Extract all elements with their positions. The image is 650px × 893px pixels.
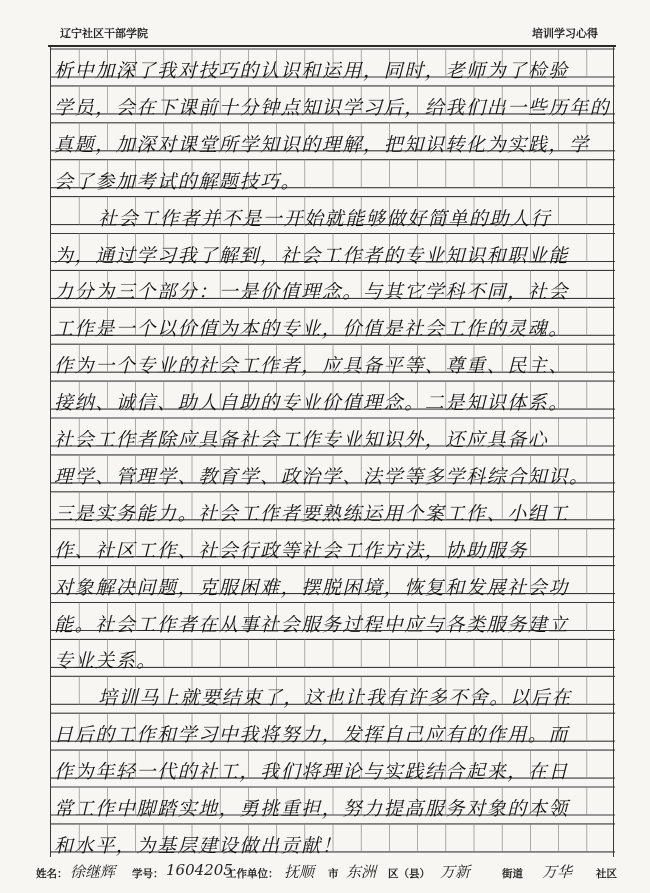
document-type: 培训学习心得 (532, 27, 598, 40)
student-no-label: 学号： (132, 868, 164, 880)
community-suffix: 社区 (596, 868, 617, 880)
city-suffix: 市 (328, 868, 339, 880)
city-value: 抚顺 (284, 863, 315, 881)
text-line: 社会工作者并不是一开始就能够做好简单的助人行 (98, 207, 552, 230)
page-footer (36, 860, 626, 884)
unit-label: 工作单位： (226, 868, 279, 880)
text-line: 接纳、诚信、助人自助的专业价值理念。二是知识体系。 (54, 392, 570, 415)
name-value: 徐继辉 (70, 863, 116, 881)
street-value: 万新 (440, 863, 471, 881)
text-line: 对象解决问题，克服困难，摆脱困境，恢复和发展社会功 (54, 576, 570, 599)
page-header (48, 22, 604, 42)
text-line: 社会工作者除应具备社会工作专业知识外，还应具备心 (54, 429, 549, 451)
text-line: 作、社区工作、社会行政等社会工作方法，协助服务 (54, 539, 528, 562)
text-line: 作为年轻一代的社工，我们将理论与实践结合起来，在日 (54, 761, 570, 784)
text-line: 会了参加考试的解题技巧。 (54, 170, 302, 193)
text-line: 能。社会工作者在从事社会服务过程中应与各类服务建立 (54, 613, 570, 636)
district-suffix: 区（县） (388, 868, 430, 880)
institution-name: 辽宁社区干部学院 (60, 27, 148, 40)
text-line: 三是实务能力。社会工作者要熟练运用个案工作、小组工 (54, 502, 570, 525)
text-line: 工作是一个以价值为本的专业，价值是社会工作的灵魂。 (54, 318, 570, 341)
text-line: 真题，加深对课堂所学知识的理解，把知识转化为实践，学 (54, 133, 590, 156)
text-line: 析中加深了我对技巧的认识和运用，同时，老师为了检验 (54, 60, 570, 82)
community-value: 万华 (542, 863, 573, 881)
district-value: 东洲 (346, 863, 377, 881)
student-no-value: 1604205 (166, 861, 233, 879)
text-line: 学员，会在下课前十分钟点知识学习后，给我们出一些历年的 (54, 96, 610, 119)
text-line: 常工作中脚踏实地，勇挑重担，努力提高服务对象的本领 (54, 798, 570, 820)
text-line: 理学、管理学、教育学、政治学、法学等多学科综合知识。 (54, 465, 590, 488)
text-line: 力分为三个部分：一是价值理念。与其它学科不同，社会 (54, 281, 570, 304)
text-line: 作为一个专业的社会工作者，应具备平等、尊重、民主、 (54, 355, 570, 378)
text-line: 专业关系。 (54, 650, 158, 673)
text-line: 日后的工作和学习中我将努力，发挥自己应有的作用。而 (54, 724, 570, 747)
street-suffix: 街道 (502, 868, 523, 880)
text-line: 和水平，为基层建设做出贡献！ (54, 834, 343, 857)
text-line: 培训马上就要结束了，这也让我有许多不舍。以后在 (98, 687, 572, 710)
text-line: 为，通过学习我了解到，社会工作者的专业知识和职业能 (54, 244, 570, 267)
name-label: 姓名： (36, 868, 68, 880)
